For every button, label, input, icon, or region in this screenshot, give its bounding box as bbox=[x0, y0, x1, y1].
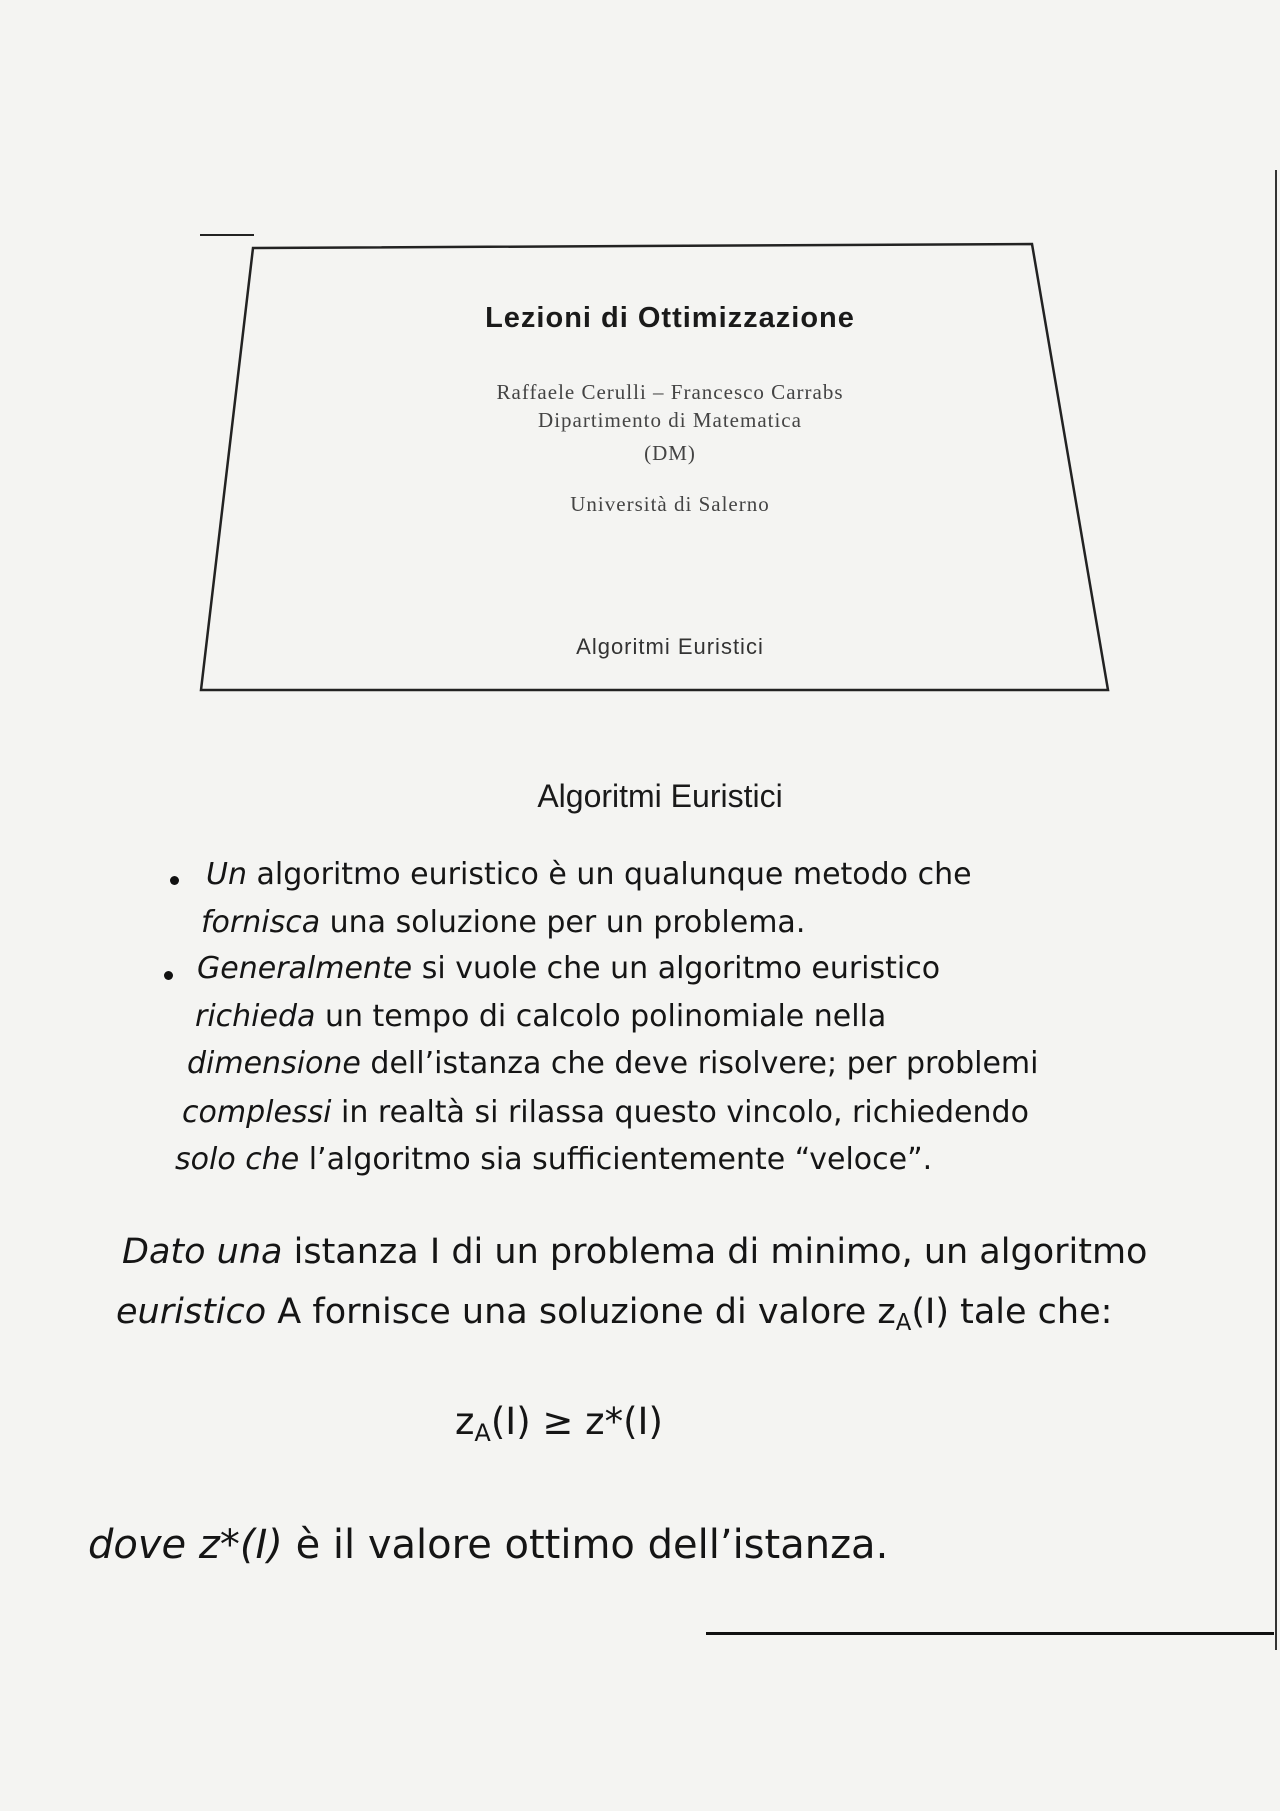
paragraph-line-2: euristico A fornisce una soluzione di valore $z_A(I)$ tale che: bbox=[116, 1292, 1113, 1336]
bullet-1-line-1: Un algoritmo euristico è un qualunque metodo che bbox=[206, 857, 972, 892]
bullet-2-line-2: richieda un tempo di calcolo polinomiale nella bbox=[195, 999, 887, 1034]
bullet-2-line-5: solo che l’algoritmo sia sufficientemente “veloce”. bbox=[175, 1142, 933, 1177]
slide-authors: Raffaele Cerulli – Francesco Carrabs bbox=[496, 380, 844, 404]
notes-heading: Algoritmi Euristici bbox=[537, 778, 783, 814]
bottom-rule bbox=[706, 1632, 1274, 1635]
slide-university: Università di Salerno bbox=[570, 492, 770, 516]
conclusion: dove z*(I) è il valore ottimo dell’istanza. bbox=[88, 1522, 889, 1568]
slide-title: Lezioni di Ottimizzazione bbox=[485, 302, 855, 334]
bullet-2-line-3: dimensione dell’istanza che deve risolvere; per problemi bbox=[187, 1046, 1039, 1081]
slide-subtitle: Algoritmi Euristici bbox=[576, 634, 764, 659]
bullet-dot bbox=[170, 876, 179, 885]
slide-department: Dipartimento di Matematica bbox=[538, 408, 802, 432]
bullet-dot bbox=[164, 971, 173, 980]
paragraph-line-1: Dato una istanza I di un problema di minimo, un algoritmo bbox=[122, 1232, 1148, 1272]
slide-thumbnail bbox=[0, 0, 1280, 710]
formula: $z_A(I) \ge z*(I)$ bbox=[455, 1400, 663, 1448]
bullet-2-line-1: Generalmente si vuole che un algoritmo euristico bbox=[197, 951, 941, 986]
slide-frame bbox=[0, 0, 1280, 710]
slide-department-abbr: (DM) bbox=[644, 441, 696, 465]
bullet-2-line-4: complessi in realtà si rilassa questo vincolo, richiedendo bbox=[182, 1095, 1029, 1130]
bullet-1-line-2: fornisca una soluzione per un problema. bbox=[201, 905, 806, 940]
